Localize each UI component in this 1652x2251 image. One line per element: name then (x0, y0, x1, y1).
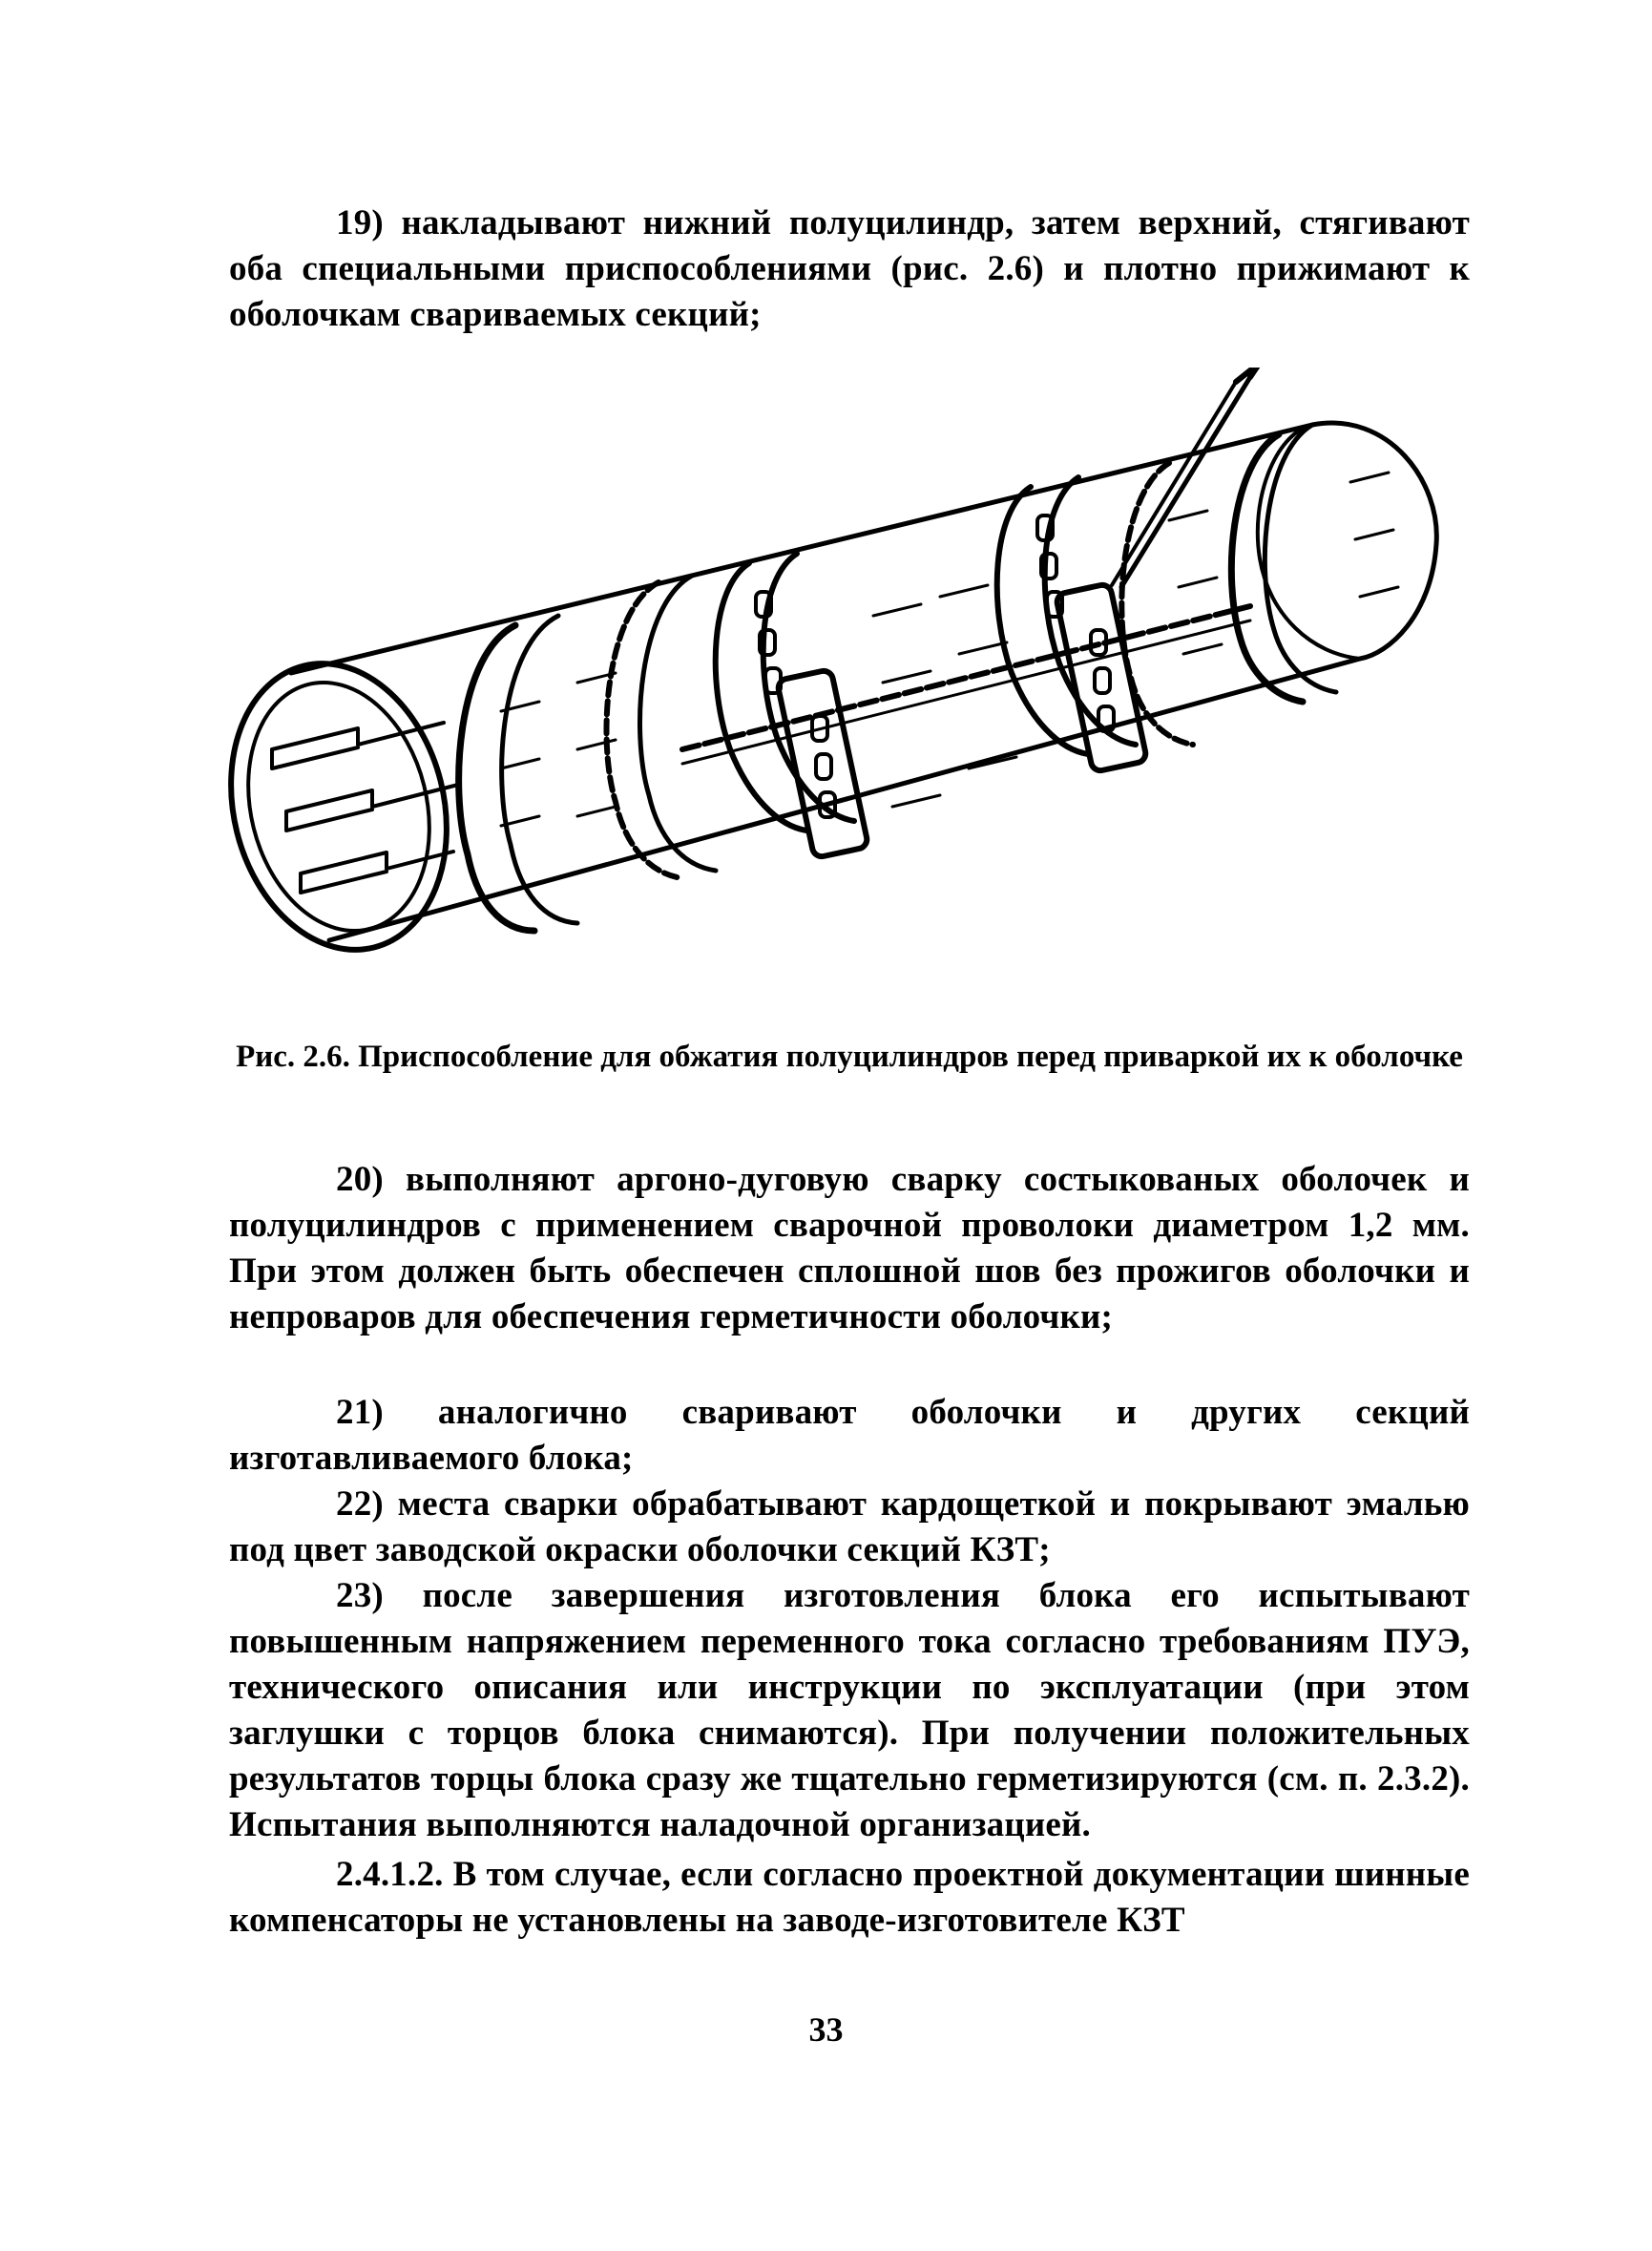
paragraph-step-22: 22) места сварки обрабатывают кардощеткой и покрывают эмалью под цвет заводской окраски оболочки секций КЗТ; (229, 1484, 1470, 1569)
paragraph-step-20: 20) выполняют аргоно-дуговую сварку состыкованых оболочек и полуцилиндров с применением сварочной проволоки диаметром 1,2 мм. При этом должен быть обеспечен сплошной шов без прожигов оболочки и непроваров для обеспечения герметичности оболочки; (229, 1160, 1470, 1336)
paragraph-step-23: 23) после завершения изготовления блока его испытывают повышенным напряжением переменного тока согласно требованиям ПУЭ, технического описания или инструкции по эксплуатации (при этом заглушки с торцов блока снимаются). При получении положительных результатов торцы блока сразу же тщательно герметизируются (см. п. 2.3.2). Испытания выполняются наладочной организацией. (229, 1576, 1470, 1844)
busduct-clamp-illustration (215, 368, 1546, 998)
paragraph-step-21: 21) аналогично сваривают оболочки и других секций изготавливаемого блока; (229, 1393, 1470, 1478)
paragraph-step-19: 19) накладывают нижний полуцилиндр, затем верхний, стягивают оба специальными приспособлениями (рис. 2.6) и плотно прижимают к оболочкам свариваемых секций; (229, 203, 1470, 334)
page-number: 33 (808, 2010, 844, 2049)
figure-caption: Рис. 2.6. Приспособление для обжатия полуцилиндров перед приваркой их к оболочке (236, 1040, 1463, 1074)
paragraph-section-2-4-1-2: 2.4.1.2. В том случае, если согласно проектной документации шинные компенсаторы не установлены на заводе-изготовителе КЗТ (229, 1855, 1470, 1940)
